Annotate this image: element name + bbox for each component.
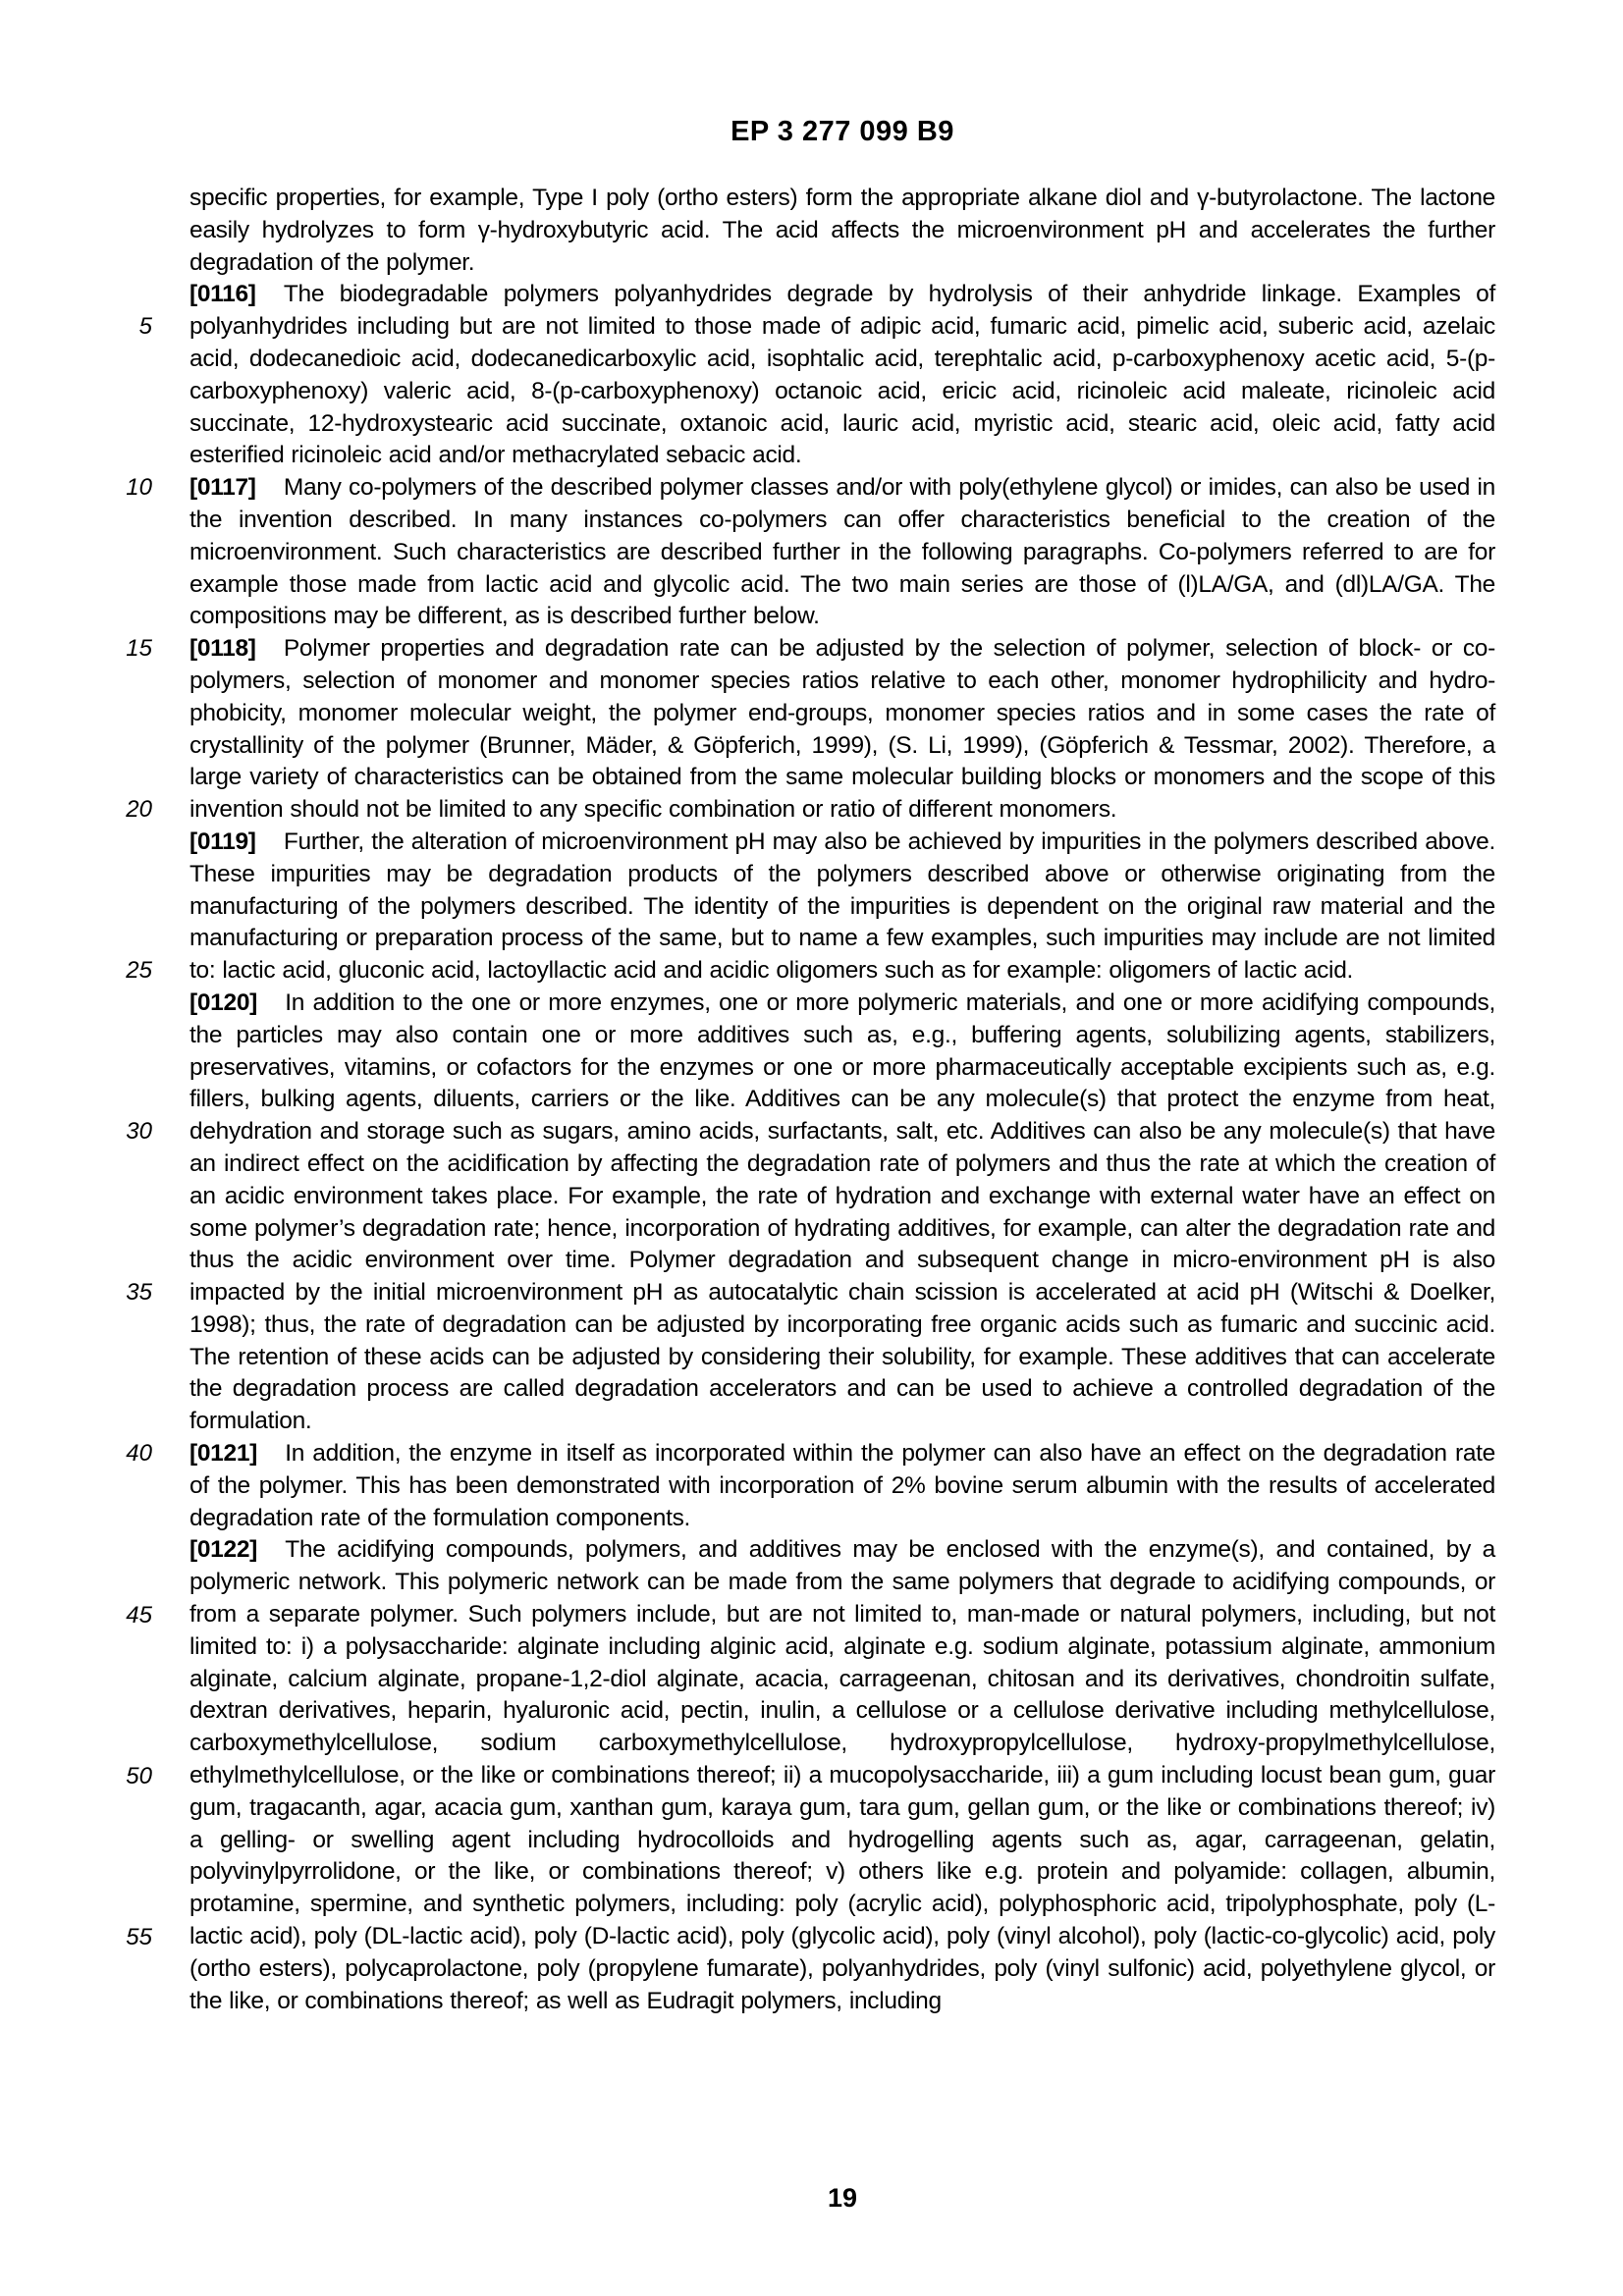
paragraph-0117 [189, 472, 1495, 633]
margin-line-number: 35 [126, 1279, 152, 1306]
document-body [189, 183, 1495, 2017]
margin-line-number: 50 [126, 1763, 152, 1789]
margin-line-number: 55 [126, 1924, 152, 1950]
paragraph-number: [0118] [189, 635, 256, 663]
paragraph-0119 [189, 827, 1495, 988]
margin-line-number: 15 [126, 635, 152, 662]
paragraph-text: specific properties, for example, Type I poly (ortho esters) form the appropriate alkane diol and γ-butyrolactone. The lactone easily hydrolyzes to form γ-hydroxybutyric acid. The acid affects the microenvironment pH and accelerates the further degradation of the polymer. [189, 185, 1495, 276]
margin-line-number: 25 [126, 957, 152, 984]
paragraph-text: In addition, the enzyme in itself as incorporated within the polymer can also have an effect on the degradation rate of the polymer. This has been demonstrated with incorporation of 2% bovine serum albumin with the results of accelerated degradation rate of the formulation components. [189, 1440, 1495, 1531]
margin-line-number: 10 [126, 474, 152, 501]
paragraph-number: [0117] [189, 474, 256, 502]
margin-line-number: 5 [138, 313, 152, 340]
paragraph-number: [0121] [189, 1440, 258, 1468]
paragraph-text: The biodegradable polymers polyanhydrides degrade by hydrolysis of their anhydride linkage. Examples of polyanhydrides including but are not limited to those made of adipic acid, fumaric acid, pimelic acid, suberic acid, azelaic acid, dodecanedioic acid, dodecanedicarboxylic acid, isophtalic acid, terephtalic acid, p-carboxyphenoxy acetic acid, 5-(p-carboxyphenoxy) valeric acid, 8-(p-carboxyphenoxy) octanoic acid, ericic acid, ricinoleic acid maleate, ricinoleic acid succinate, 12-hydroxystearic acid succinate, oxtanoic acid, lauric acid, myristic acid, stearic acid, oleic acid, fatty acid esterified ricinoleic acid and/or methacrylated sebacic acid. [189, 281, 1495, 469]
paragraph-text: Further, the alteration of microenvironment pH may also be achieved by impurities in the polymers described above. These impurities may be degradation products of the polymers described above or otherwise originating from the manufacturing of the polymers described. The identity of the impurities is dependent on the original raw material and the manufacturing or preparation process of the same, but to name a few examples, such impurities may include are not limited to: lactic acid, gluconic acid, lactoyllactic acid and acidic oligomers such as for example: oligomers of lactic acid. [189, 828, 1495, 985]
paragraph-0121 [189, 1438, 1495, 1534]
margin-line-number: 45 [126, 1602, 152, 1629]
paragraph-continuation [189, 183, 1495, 279]
paragraph-0120 [189, 988, 1495, 1438]
paragraph-text: Polymer properties and degradation rate can be adjusted by the selection of polymer, selection of block- or co-polymers, selection of monomer and monomer species ratios relative to each other, monomer hydrophilicity and hydro-phobicity, monomer molecular weight, the polymer end-groups, monomer species ratios and in some cases the rate of crystallinity of the polymer (Brunner, Mäder, & Göpferich, 1999), (S. Li, 1999), (Göpferich & Tessmar, 2002). Therefore, a large variety of characteristics can be obtained from the same molecular building blocks or monomers and the scope of this invention should not be limited to any specific combination or ratio of different monomers. [189, 635, 1495, 824]
paragraph-number: [0119] [189, 828, 256, 855]
document-number: EP 3 277 099 B9 [730, 116, 954, 147]
paragraph-text: Many co-polymers of the described polymer classes and/or with poly(ethylene glycol) or imides, can also be used in the invention described. In many instances co-polymers can offer characteristics beneficial to the creation of the microenvironment. Such characteristics are described further in the following paragraphs. Co-polymers referred to are for example those made from lactic acid and glycolic acid. The two main series are those of (l)LA/GA, and (dl)LA/GA. The compositions may be different, as is described further below. [189, 474, 1495, 630]
paragraph-0116 [189, 279, 1495, 472]
paragraph-number: [0120] [189, 988, 258, 1016]
paragraph-0118 [189, 633, 1495, 827]
paragraph-text: In addition to the one or more enzymes, one or more polymeric materials, and one or more acidifying compounds, the particles may also contain one or more additives such as, e.g., buffering agents, solubilizing agents, stabilizers, preservatives, vitamins, or cofactors for the enzymes or one or more pharmaceutically acceptable excipients such as, e.g. fillers, bulking agents, diluents, carriers or the like. Additives can be any molecule(s) that protect the enzyme from heat, dehydration and storage such as sugars, amino acids, surfactants, salt, etc. Additives can also be any molecule(s) that have an indirect effect on the acidification by affecting the degradation rate of polymers and thus the rate at which the creation of an acidic environment takes place. For example, the rate of hydration and exchange with external water have an effect on some polymer’s degradation rate; hence, incorporation of hydrating additives, for example, can alter the degradation rate and thus the acidic environment over time. Polymer degradation and subsequent change in micro-environment pH is also impacted by the initial microenvironment pH as autocatalytic chain scission is accelerated at acid pH (Witschi & Doelker, 1998); thus, the rate of degradation can be adjusted by incorporating free organic acids such as fumaric and succinic acid. The retention of these acids can be adjusted by considering their solubility, for example. These additives that can accelerate the degradation process are called degradation accelerators and can be used to achieve a controlled degradation of the formulation. [189, 988, 1495, 1435]
paragraph-0122 [189, 1534, 1495, 2017]
paragraph-text: The acidifying compounds, polymers, and additives may be enclosed with the enzyme(s), and contained, by a polymeric network. This polymeric network can be made from the same polymers that degrade to acidifying compounds, or from a separate polymer. Such polymers include, but are not limited to, man-made or natural polymers, including, but not limited to: i) a polysaccharide: alginate including alginic acid, alginate e.g. sodium alginate, potassium alginate, ammonium alginate, calcium alginate, propane-1,2-diol alginate, acacia, carrageenan, chitosan and its derivatives, chondroitin sulfate, dextran derivatives, heparin, hyaluronic acid, pectin, inulin, a cellulose or a cellulose derivative including methylcellulose, carboxymethylcellulose, sodium carboxymethylcellulose, hydroxypropylcellulose, hydroxy-propylmethylcellulose, ethylmethylcellulose, or the like or combinations thereof; ii) a mucopolysaccharide, iii) a gum including locust bean gum, guar gum, tragacanth, agar, acacia gum, xanthan gum, karaya gum, tara gum, gellan gum, or the like or combinations thereof; iv) a gelling- or swelling agent including hydrocolloids and hydrogelling agents such as, agar, carrageenan, gelatin, polyvinylpyrrolidone, or the like, or combinations thereof; v) others like e.g. protein and polyamide: collagen, albumin, protamine, spermine, and synthetic polymers, including: poly (acrylic acid), polyphosphoric acid, tripolyphosphate, poly (L-lactic acid), poly (DL-lactic acid), poly (D-lactic acid), poly (glycolic acid), poly (vinyl alcohol), poly (lactic-co-glycolic) acid, poly (ortho esters), polycaprolactone, poly (propylene fumarate), polyanhydrides, poly (vinyl sulfonic) acid, polyethylene glycol, or the like, or combinations thereof; as well as Eudragit polymers, including [189, 1536, 1495, 2014]
margin-line-number: 30 [126, 1118, 152, 1145]
margin-line-number: 40 [126, 1440, 152, 1467]
margin-line-number: 20 [126, 796, 152, 823]
page-number: 19 [827, 2183, 858, 2213]
paragraph-number: [0116] [189, 281, 256, 308]
paragraph-number: [0122] [189, 1536, 258, 1564]
